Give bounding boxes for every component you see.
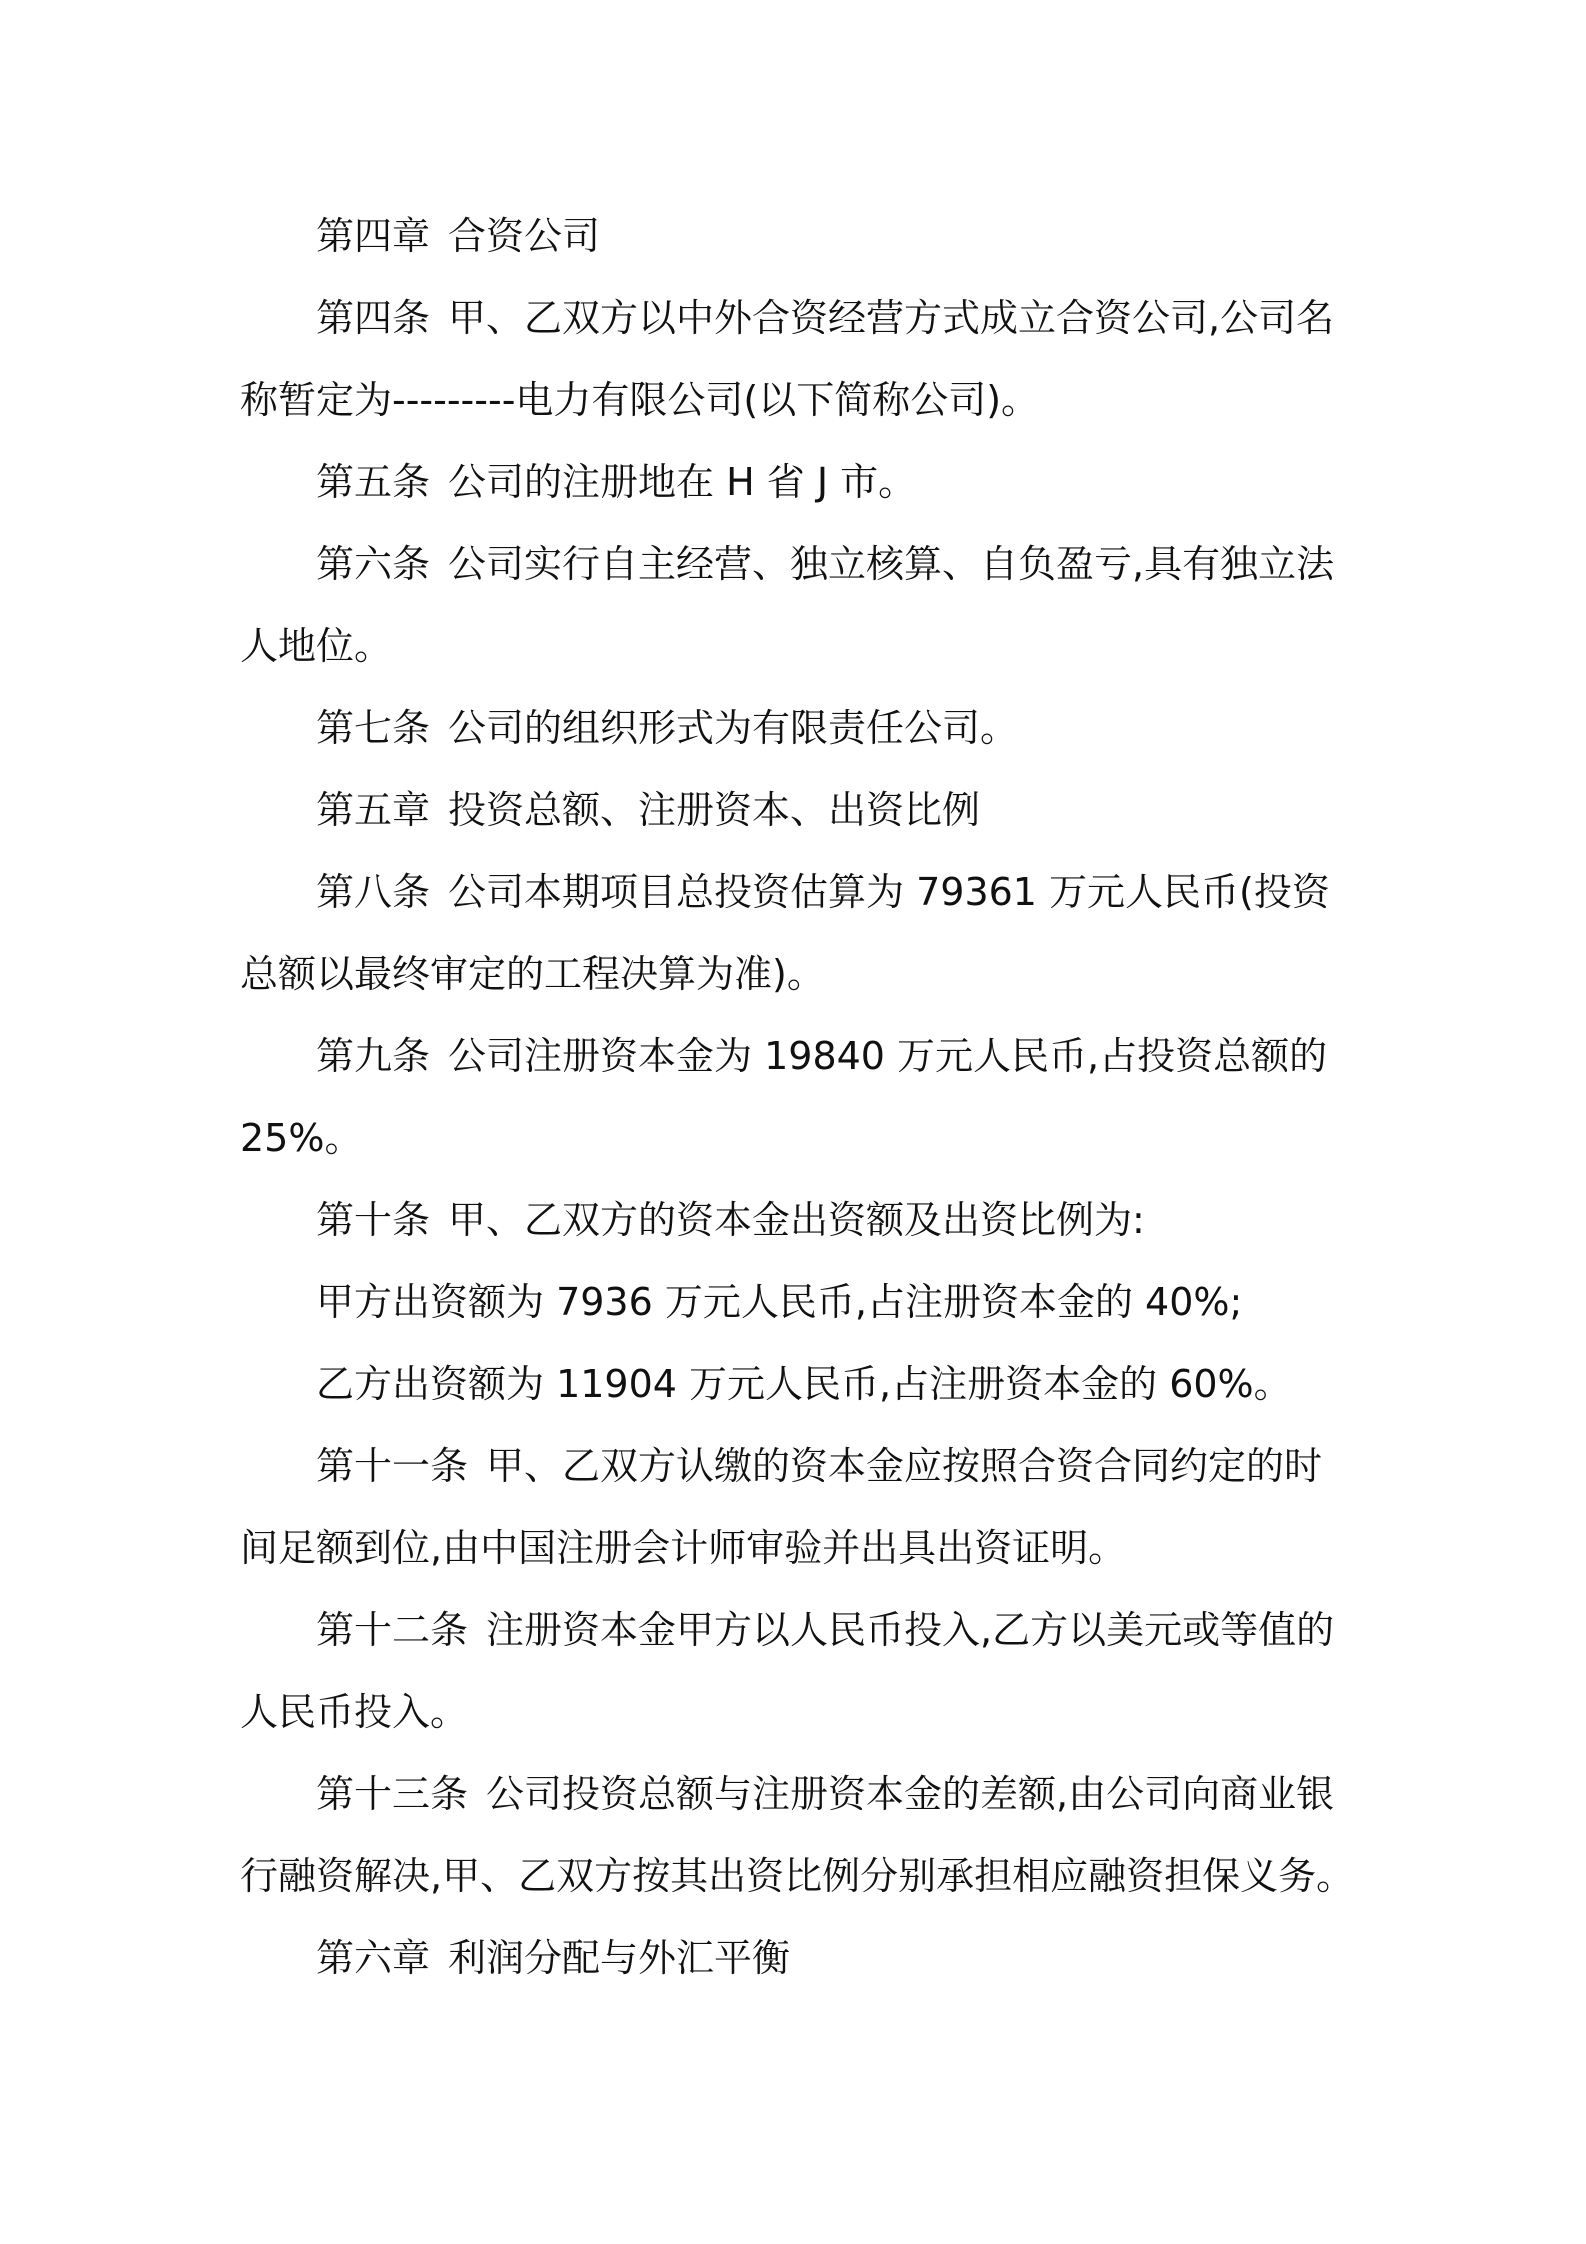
chapter-title: 合资公司: [448, 214, 601, 258]
article-label: 第四条: [316, 296, 431, 340]
article-paragraph: [240, 277, 1360, 441]
chapter-label: 第五章: [316, 788, 431, 832]
article-paragraph: [240, 1589, 1360, 1753]
contribution-text: 乙方出资额为 11904 万元人民币,占注册资本金的 60%。: [316, 1362, 1292, 1406]
chapter-heading: [240, 195, 1360, 277]
article-label: 第九条: [316, 1034, 431, 1078]
article-paragraph: [240, 1015, 1360, 1179]
article-paragraph: [240, 1179, 1360, 1261]
article-paragraph: [240, 1425, 1360, 1589]
chapter-title: 投资总额、注册资本、出资比例: [448, 788, 981, 832]
article-text: 甲、乙双方以中外合资经营方式成立合资公司,公司名称暂定为---------电力有限公司(以下简称公司)。: [240, 296, 1335, 422]
chapter-heading: [240, 1917, 1360, 1999]
article-label: 第十条: [316, 1198, 431, 1242]
contribution-line: [240, 1343, 1360, 1425]
article-label: 第八条: [316, 870, 431, 914]
article-label: 第六条: [316, 542, 431, 586]
article-paragraph: [240, 441, 1360, 523]
article-paragraph: [240, 687, 1360, 769]
chapter-label: 第六章: [316, 1936, 431, 1980]
article-paragraph: [240, 851, 1360, 1015]
article-label: 第七条: [316, 706, 431, 750]
article-paragraph: [240, 1753, 1360, 1917]
article-text: 公司本期项目总投资估算为 79361 万元人民币(投资总额以最终审定的工程决算为准)。: [240, 870, 1330, 996]
article-text: 公司的组织形式为有限责任公司。: [448, 706, 1019, 750]
chapter-heading: [240, 769, 1360, 851]
article-label: 第十三条: [316, 1772, 469, 1816]
article-paragraph: [240, 523, 1360, 687]
contribution-text: 甲方出资额为 7936 万元人民币,占注册资本金的 40%;: [316, 1280, 1243, 1324]
article-label: 第十二条: [316, 1608, 469, 1652]
document-body: [240, 195, 1360, 1999]
article-text: 甲、乙双方的资本金出资额及出资比例为:: [448, 1198, 1145, 1242]
article-text: 公司的注册地在 H 省 J 市。: [448, 460, 917, 504]
contribution-line: [240, 1261, 1360, 1343]
article-label: 第五条: [316, 460, 431, 504]
article-text: 公司注册资本金为 19840 万元人民币,占投资总额的 25%。: [240, 1034, 1328, 1160]
article-text: 注册资本金甲方以人民币投入,乙方以美元或等值的人民币投入。: [240, 1608, 1335, 1734]
chapter-title: 利润分配与外汇平衡: [448, 1936, 791, 1980]
article-text: 甲、乙双方认缴的资本金应按照合资合同约定的时间足额到位,由中国注册会计师审验并出具出资证明。: [240, 1444, 1323, 1570]
chapter-label: 第四章: [316, 214, 431, 258]
article-text: 公司投资总额与注册资本金的差额,由公司向商业银行融资解决,甲、乙双方按其出资比例分别承担相应融资担保义务。: [240, 1772, 1355, 1898]
article-label: 第十一条: [316, 1444, 469, 1488]
article-text: 公司实行自主经营、独立核算、自负盈亏,具有独立法人地位。: [240, 542, 1335, 668]
